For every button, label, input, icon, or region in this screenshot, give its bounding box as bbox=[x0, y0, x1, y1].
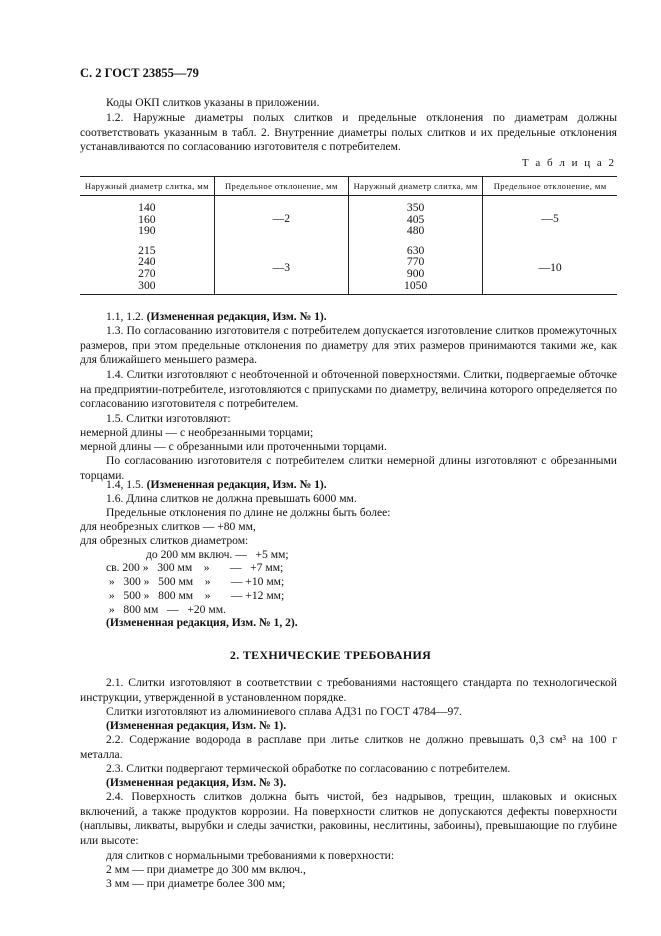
paragraph-1-6-b: для необрезных слитков — +80 мм, bbox=[80, 520, 256, 533]
paragraph-1-3: 1.3. По согласованию изготовителя с потребителем допускается изготовление слитков промежуточных размеров, при этом предельные отклонения по диаметру для этих размеров принимаются такими же, как для ближайшего меньшего размера. bbox=[80, 324, 617, 367]
note-number: 1.4, 1.5. bbox=[106, 478, 147, 491]
paragraph-okp: Коды ОКП слитков указаны в приложении. bbox=[106, 96, 320, 109]
table-cell: —5 bbox=[483, 196, 617, 241]
section-title: 2. ТЕХНИЧЕСКИЕ ТРЕБОВАНИЯ bbox=[229, 648, 432, 662]
paragraph-2-4-b: 2 мм — при диаметре до 300 мм включ., bbox=[106, 863, 306, 876]
amendment-note: (Измененная редакция, Изм. № 1). bbox=[146, 478, 327, 491]
table-cell: 140 160 190 bbox=[138, 201, 156, 238]
paragraph-2-3: 2.3. Слитки подвергают термической обработке по согласованию с потребителем. bbox=[106, 762, 511, 775]
list-item: св. 200 » 300 мм » — +7 мм; bbox=[106, 561, 284, 574]
table-header-outer-diameter: Наружный диаметр слитка, мм bbox=[80, 177, 214, 196]
paragraph-2-2: 2.2. Содержание водорода в расплаве при литье слитков не должно превышать 0,3 см³ на 100 г металла. bbox=[80, 733, 617, 761]
paragraph-1-6-c: для обрезных слитков диаметром: bbox=[80, 534, 249, 547]
paragraph-2-4-c: 3 мм — при диаметре более 300 мм; bbox=[106, 877, 286, 890]
paragraph-1-6-a: Предельные отклонения по длине не должны быть более: bbox=[106, 506, 391, 519]
list-item: » 500 » 800 мм » — +12 мм; bbox=[106, 589, 285, 602]
table-row bbox=[80, 241, 617, 295]
table-row bbox=[80, 196, 617, 241]
note-number: 1.1, 1.2. bbox=[106, 310, 147, 323]
paragraph-1-1-1-2-note bbox=[80, 310, 617, 325]
paragraph-2-4: 2.4. Поверхность слитков должна быть чистой, без надрывов, трещин, шлаковых и окисных включений, а также продуктов коррозии. На поверхности слитков не допускаются дефекты поверхности (наплывы, ликваты, вырубки и следы зачистки, раковины, неслитины, забоины), превышающие по глубине или высоте: bbox=[80, 790, 617, 847]
amendment-note: (Измененная редакция, Изм. № 1). bbox=[106, 719, 287, 732]
list-item: до 200 мм включ. — +5 мм; bbox=[146, 548, 289, 561]
page-header: С. 2 ГОСТ 23855—79 bbox=[80, 66, 199, 80]
amendment-note: (Измененная редакция, Изм. № 3). bbox=[106, 776, 287, 789]
table-cell: —2 bbox=[214, 196, 348, 241]
paragraph-1-6: 1.6. Длина слитков не должна превышать 6000 мм. bbox=[106, 492, 357, 505]
table-header-outer-diameter-2: Наружный диаметр слитка, мм bbox=[349, 177, 483, 196]
table-cell: —10 bbox=[483, 241, 617, 295]
table-caption: Т а б л и ц а 2 bbox=[521, 157, 616, 169]
table-2 bbox=[80, 176, 617, 295]
table-cell: —3 bbox=[214, 241, 348, 295]
paragraph-1-5-a: немерной длины — с необрезанными торцами; bbox=[80, 426, 314, 439]
paragraph-2-1: 2.1. Слитки изготовляют в соответствии с требованиями настоящего стандарта по технологической инструкции, утвержденной в установленном порядке. bbox=[80, 676, 617, 704]
amendment-note: (Измененная редакция, Изм. № 1). bbox=[146, 310, 327, 323]
paragraph-1-2: 1.2. Наружные диаметры полых слитков и предельные отклонения по диаметрам должны соответствовать указанным в табл. 2. Внутренние диаметры полых слитков и их предельные отклонения устанавливаются по согласованию изготовителя с потребителем. bbox=[80, 111, 617, 154]
paragraph-1-5-c: По согласованию изготовителя с потребителем слитки немерной длины изготовляют с обрезанными торцами. bbox=[80, 454, 617, 482]
list-item: » 800 мм — +20 мм. bbox=[106, 603, 226, 616]
paragraph-2-4-a: для слитков с нормальными требованиями к поверхности: bbox=[106, 849, 395, 862]
paragraph-1-4-1-5-note bbox=[80, 478, 617, 493]
table-cell: 350 405 480 bbox=[349, 196, 483, 241]
paragraph-1-4: 1.4. Слитки изготовляют с необточенной и обточенной поверхностями. Слитки, подвергаемые обточке на предприятии-потребителе, изготовляются с припусками по диаметру, величина которого определяется по согласованию изготовителя с потребителем. bbox=[80, 368, 617, 411]
table-header-deviation: Предельное отклонение, мм bbox=[214, 177, 348, 196]
paragraph-1-5: 1.5. Слитки изготовляют: bbox=[106, 412, 231, 425]
amendment-note: (Измененная редакция, Изм. № 1, 2). bbox=[106, 616, 298, 629]
list-item: » 300 » 500 мм » — +10 мм; bbox=[106, 575, 285, 588]
paragraph-1-5-b: мерной длины — с обрезанными или проточенными торцами. bbox=[80, 440, 387, 453]
table-cell: 215 240 270 300 bbox=[80, 241, 214, 295]
table-header-deviation-2: Предельное отклонение, мм bbox=[483, 177, 617, 196]
paragraph-2-1-a: Слитки изготовляют из алюминиевого сплава АД31 по ГОСТ 4784—97. bbox=[106, 705, 462, 718]
table-cell: 630 770 900 1050 bbox=[349, 241, 483, 295]
